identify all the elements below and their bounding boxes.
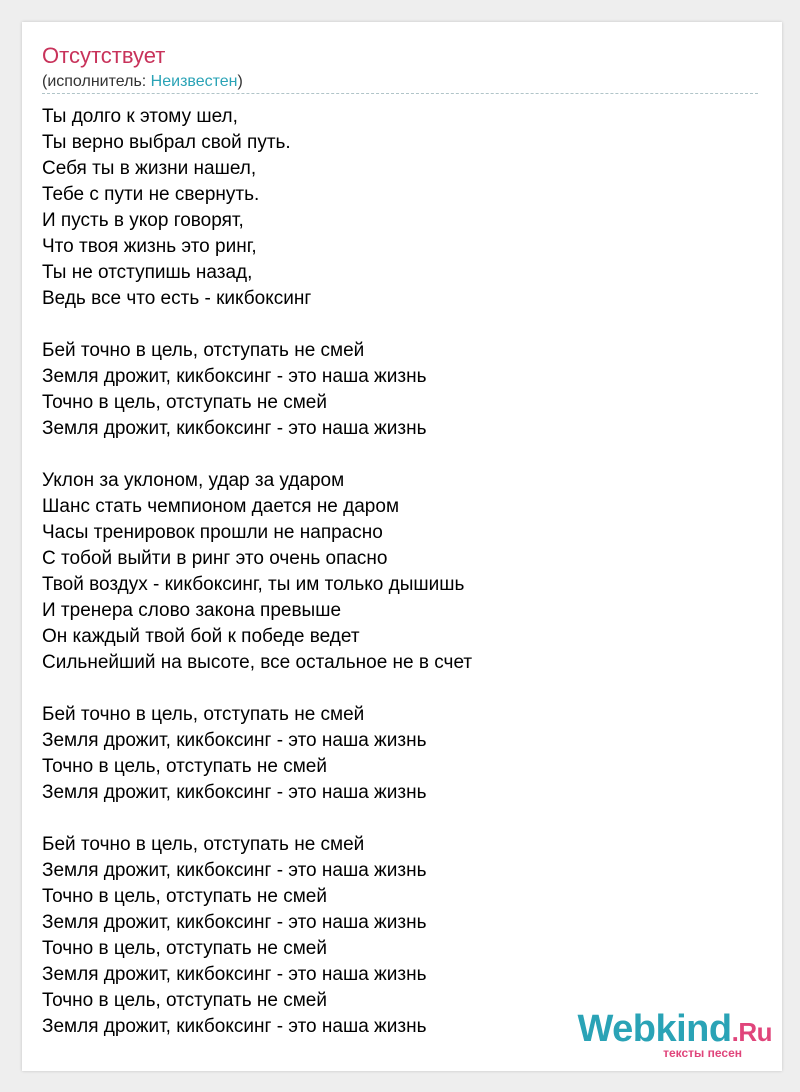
lyrics-stanza bbox=[42, 468, 758, 676]
lyric-line: Ты не отступишь назад, bbox=[42, 262, 253, 283]
lyric-line: С тобой выйти в ринг это очень опасно bbox=[42, 548, 388, 569]
lyric-line: Земля дрожит, кикбоксинг - это наша жизнь bbox=[42, 418, 427, 439]
lyric-line: Земля дрожит, кикбоксинг - это наша жизнь bbox=[42, 964, 427, 985]
artist-line bbox=[42, 72, 243, 92]
lyric-line: Земля дрожит, кикбоксинг - это наша жизнь bbox=[42, 1016, 427, 1037]
lyric-line: Земля дрожит, кикбоксинг - это наша жизнь bbox=[42, 366, 427, 387]
lyric-line: Точно в цель, отступать не смей bbox=[42, 392, 327, 413]
lyric-line: Что твоя жизнь это ринг, bbox=[42, 236, 257, 257]
lyric-line: Часы тренировок прошли не напрасно bbox=[42, 522, 383, 543]
title-divider bbox=[42, 93, 758, 94]
lyric-line: Точно в цель, отступать не смей bbox=[42, 756, 327, 777]
song-title: Отсутствует bbox=[42, 43, 166, 68]
lyric-line: Бей точно в цель, отступать не смей bbox=[42, 834, 365, 855]
logo-wordmark bbox=[577, 1010, 772, 1051]
lyric-line: Точно в цель, отступать не смей bbox=[42, 938, 327, 959]
lyric-line: Точно в цель, отступать не смей bbox=[42, 990, 327, 1011]
lyric-line: Ты долго к этому шел, bbox=[42, 106, 238, 127]
lyric-line: Ведь все что есть - кикбоксинг bbox=[42, 288, 312, 309]
lyric-line: Земля дрожит, кикбоксинг - это наша жизнь bbox=[42, 730, 427, 751]
lyric-line: Себя ты в жизни нашел, bbox=[42, 158, 257, 179]
lyric-line: Твой воздух - кикбоксинг, ты им только дышишь bbox=[42, 574, 465, 595]
artist-suffix: ) bbox=[237, 73, 243, 90]
lyric-line: Тебе с пути не свернуть. bbox=[42, 184, 260, 205]
lyrics-stanza bbox=[42, 338, 758, 442]
lyric-line: И пусть в укор говорят, bbox=[42, 210, 244, 231]
lyric-line: Уклон за уклоном, удар за ударом bbox=[42, 470, 345, 491]
logo-main-text: Webkind bbox=[577, 1008, 732, 1050]
lyric-line: Бей точно в цель, отступать не смей bbox=[42, 340, 365, 361]
lyric-line: Ты верно выбрал свой путь. bbox=[42, 132, 291, 153]
lyrics-stanza bbox=[42, 702, 758, 806]
lyric-line: Он каждый твой бой к победе ведет bbox=[42, 626, 360, 647]
lyric-line: Шанс стать чемпионом дается не даром bbox=[42, 496, 400, 517]
lyric-line: И тренера слово закона превыше bbox=[42, 600, 342, 621]
lyric-line: Земля дрожит, кикбоксинг - это наша жизнь bbox=[42, 912, 427, 933]
lyrics-body bbox=[42, 104, 758, 1066]
artist-link[interactable]: Неизвестен bbox=[150, 73, 238, 90]
lyric-line: Сильнейший на высоте, все остальное не в счет bbox=[42, 652, 473, 673]
logo-tld: .Ru bbox=[731, 1017, 772, 1047]
lyric-line: Земля дрожит, кикбоксинг - это наша жизнь bbox=[42, 860, 427, 881]
lyric-line: Точно в цель, отступать не смей bbox=[42, 886, 327, 907]
lyrics-stanza bbox=[42, 104, 758, 312]
artist-prefix: (исполнитель: bbox=[42, 73, 151, 90]
logo-subtitle: тексты песен bbox=[663, 1046, 742, 1060]
lyric-line: Бей точно в цель, отступать не смей bbox=[42, 704, 365, 725]
lyric-line: Земля дрожит, кикбоксинг - это наша жизнь bbox=[42, 782, 427, 803]
site-logo[interactable] bbox=[577, 1010, 772, 1059]
lyrics-sheet bbox=[22, 22, 782, 1071]
